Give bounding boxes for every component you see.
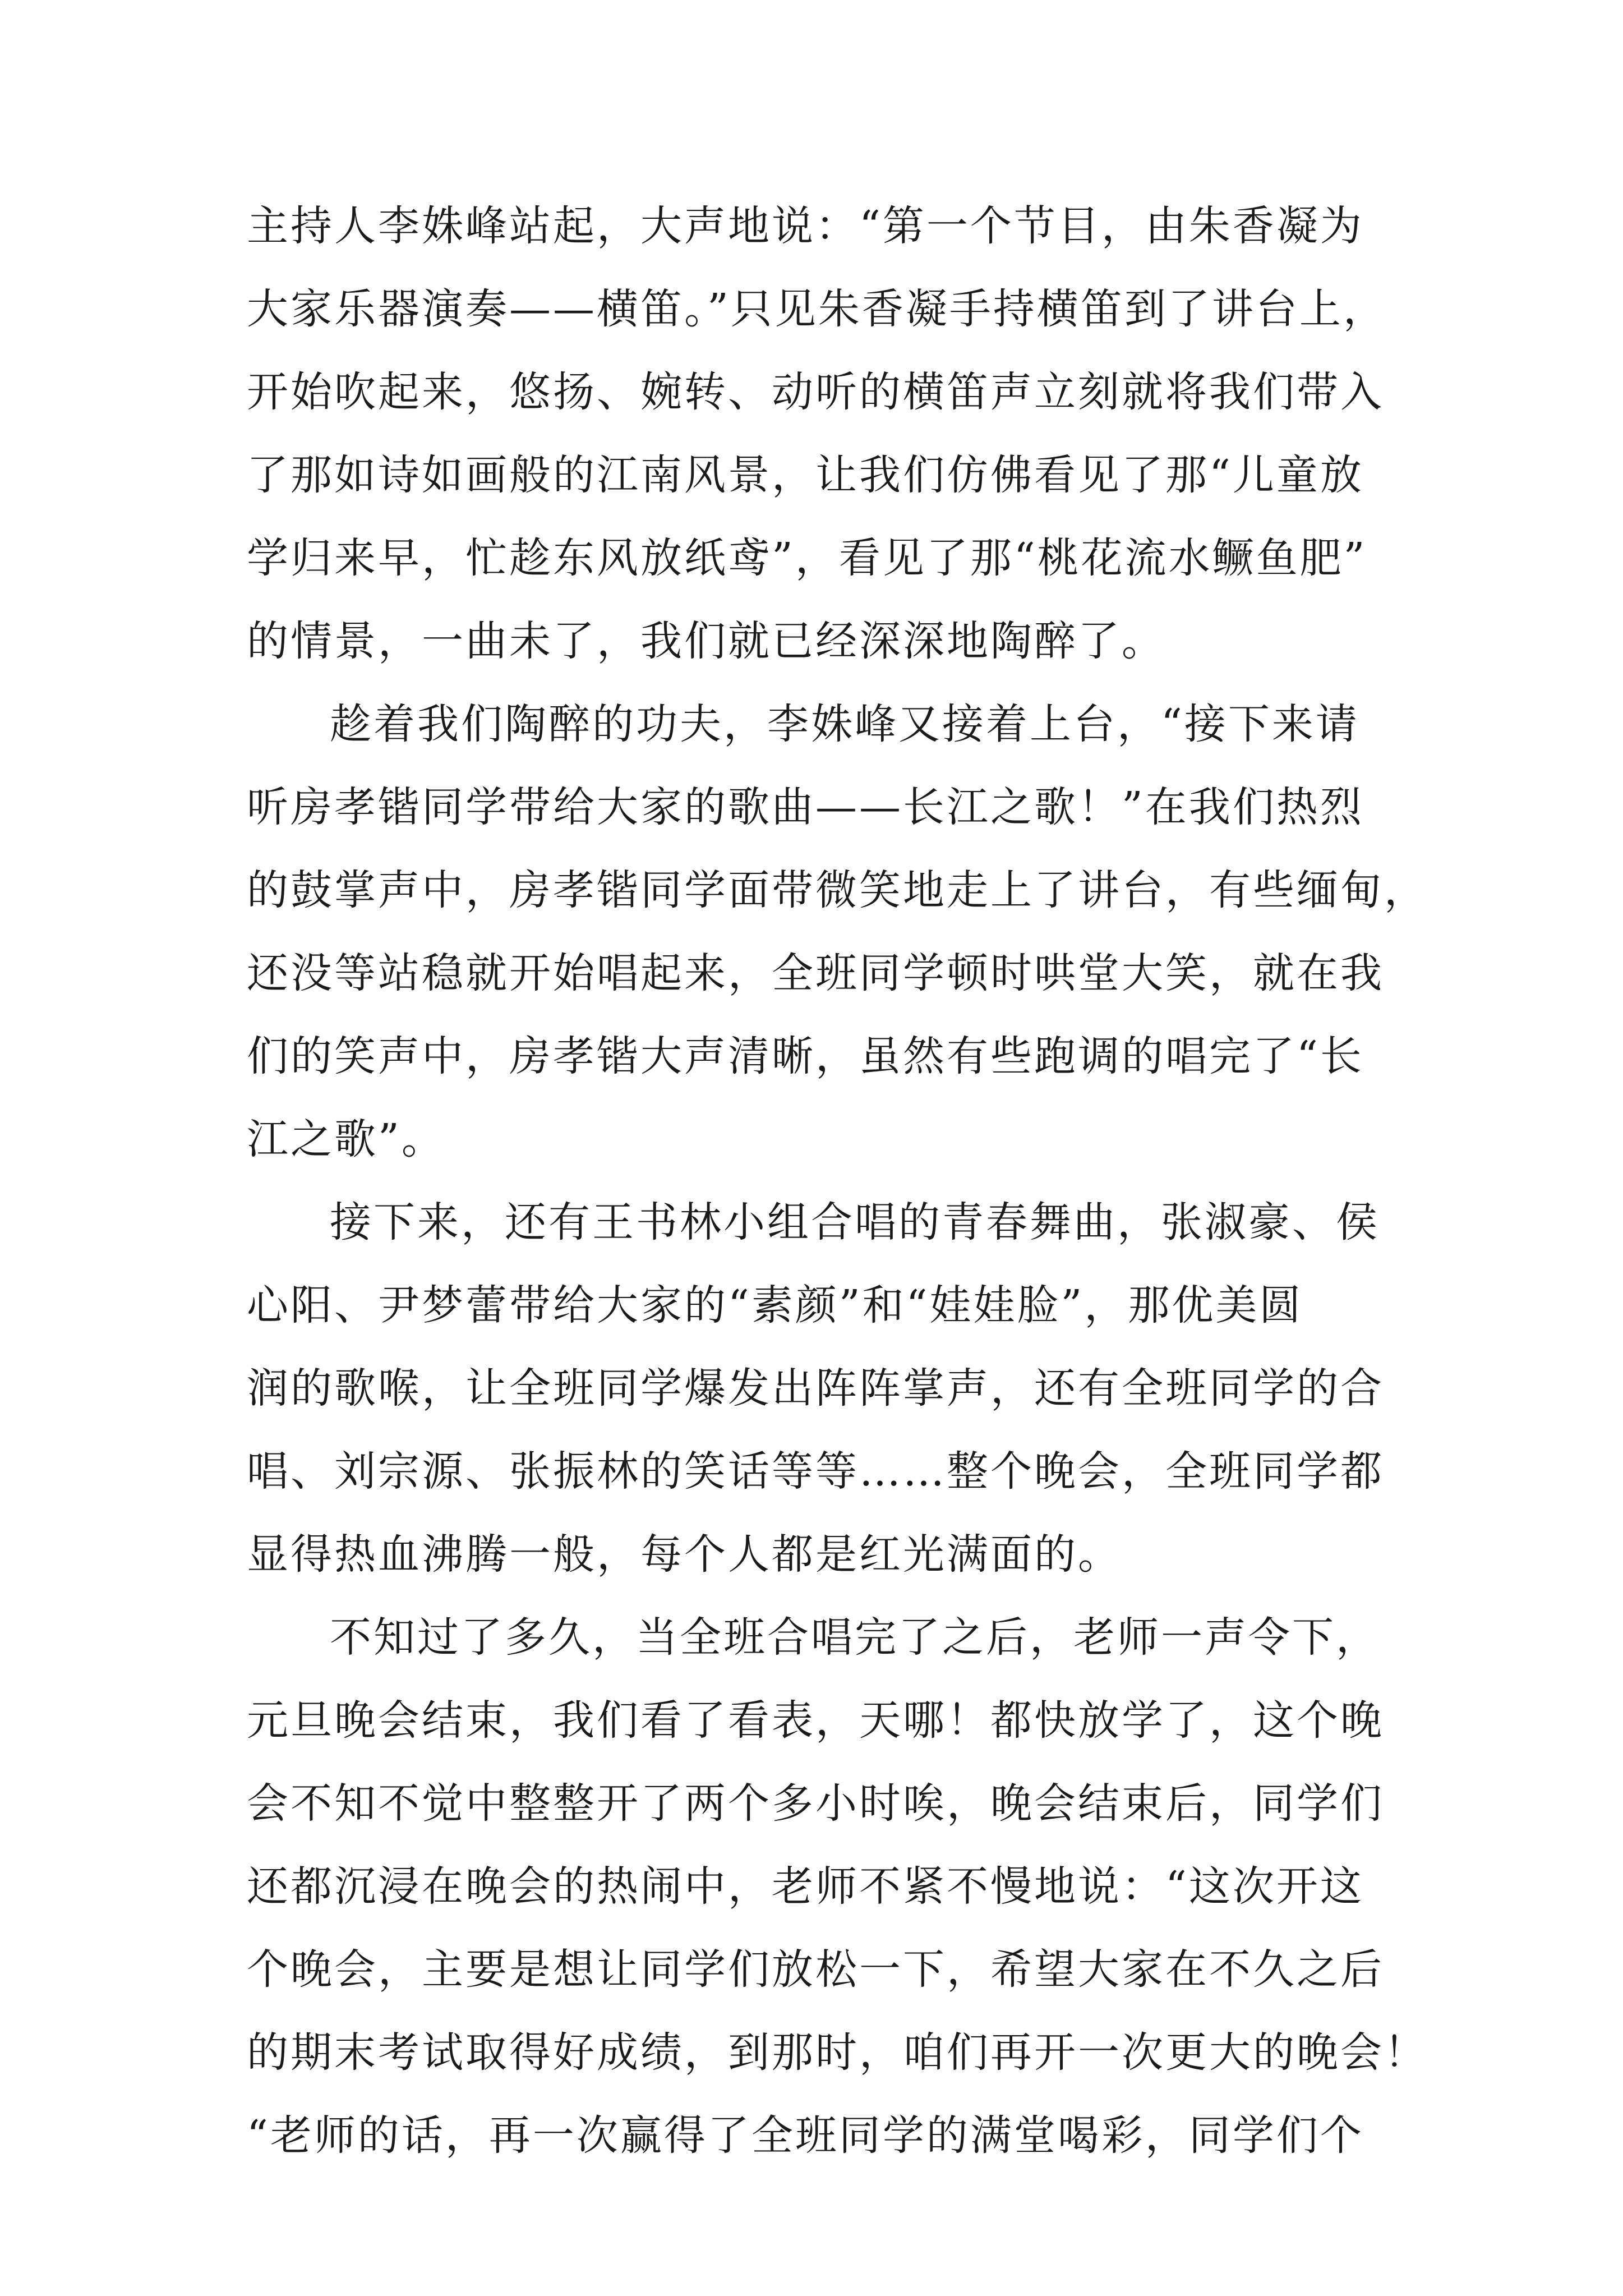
paragraph-first-line: 趁着我们陶醉的功夫，李姝峰又接着上台，“接下来请 (330, 700, 1359, 748)
text-line: 还都沉浸在晚会的热闹中，老师不紧不慢地说：“这次开这 (247, 1862, 1364, 1911)
text-line: 的情景，一曲未了，我们就已经深深地陶醉了。 (247, 617, 1165, 665)
text-line: 的鼓掌声中，房孝锴同学面带微笑地走上了讲台，有些缅甸， (247, 866, 1428, 914)
text-line: 唱、刘宗源、张振林的笑话等等……整个晚会，全班同学都 (247, 1447, 1384, 1496)
text-line: “老师的话，再一次赢得了全班同学的满堂喝彩，同学们个 (247, 2111, 1364, 2160)
paragraph-first-line: 不知过了多久，当全班合唱完了之后，老师一声令下， (330, 1613, 1380, 1662)
text-line: 的期末考试取得好成绩，到那时，咱们再开一次更大的晚会！ (247, 2028, 1428, 2077)
text-line: 润的歌喉，让全班同学爆发出阵阵掌声，还有全班同学的合 (247, 1364, 1384, 1412)
text-line: 大家乐器演奏——横笛。”只见朱香凝手持横笛到了讲台上， (247, 285, 1387, 333)
text-line: 元旦晚会结束，我们看了看表，天哪！都快放学了，这个晚 (247, 1696, 1384, 1745)
paragraph-first-line: 接下来，还有王书林小组合唱的青春舞曲，张淑豪、侯 (330, 1198, 1380, 1246)
text-line: 显得热血沸腾一般，每个人都是红光满面的。 (247, 1530, 1122, 1579)
text-line: 江之歌”。 (247, 1115, 445, 1163)
text-line: 开始吹起来，悠扬、婉转、动听的横笛声立刻就将我们带入 (247, 368, 1384, 416)
text-line: 听房孝锴同学带给大家的歌曲——长江之歌！”在我们热烈 (247, 783, 1364, 831)
text-line: 学归来早，忙趁东风放纸鸢”，看见了那“桃花流水鳜鱼肥” (247, 534, 1367, 582)
text-line: 们的笑声中，房孝锴大声清晰，虽然有些跑调的唱完了“长 (247, 1032, 1364, 1080)
text-line: 了那如诗如画般的江南风景，让我们仿佛看见了那“儿童放 (247, 451, 1364, 499)
text-line: 个晚会，主要是想让同学们放松一下，希望大家在不久之后 (247, 1945, 1384, 1994)
text-line: 会不知不觉中整整开了两个多小时唉，晚会结束后，同学们 (247, 1779, 1384, 1828)
text-line: 还没等站稳就开始唱起来，全班同学顿时哄堂大笑，就在我 (247, 949, 1384, 997)
text-line: 主持人李姝峰站起，大声地说：“第一个节目，由朱香凝为 (247, 202, 1364, 250)
text-line: 心阳、尹梦蕾带给大家的“素颜”和“娃娃脸”，那优美圆 (247, 1281, 1303, 1329)
